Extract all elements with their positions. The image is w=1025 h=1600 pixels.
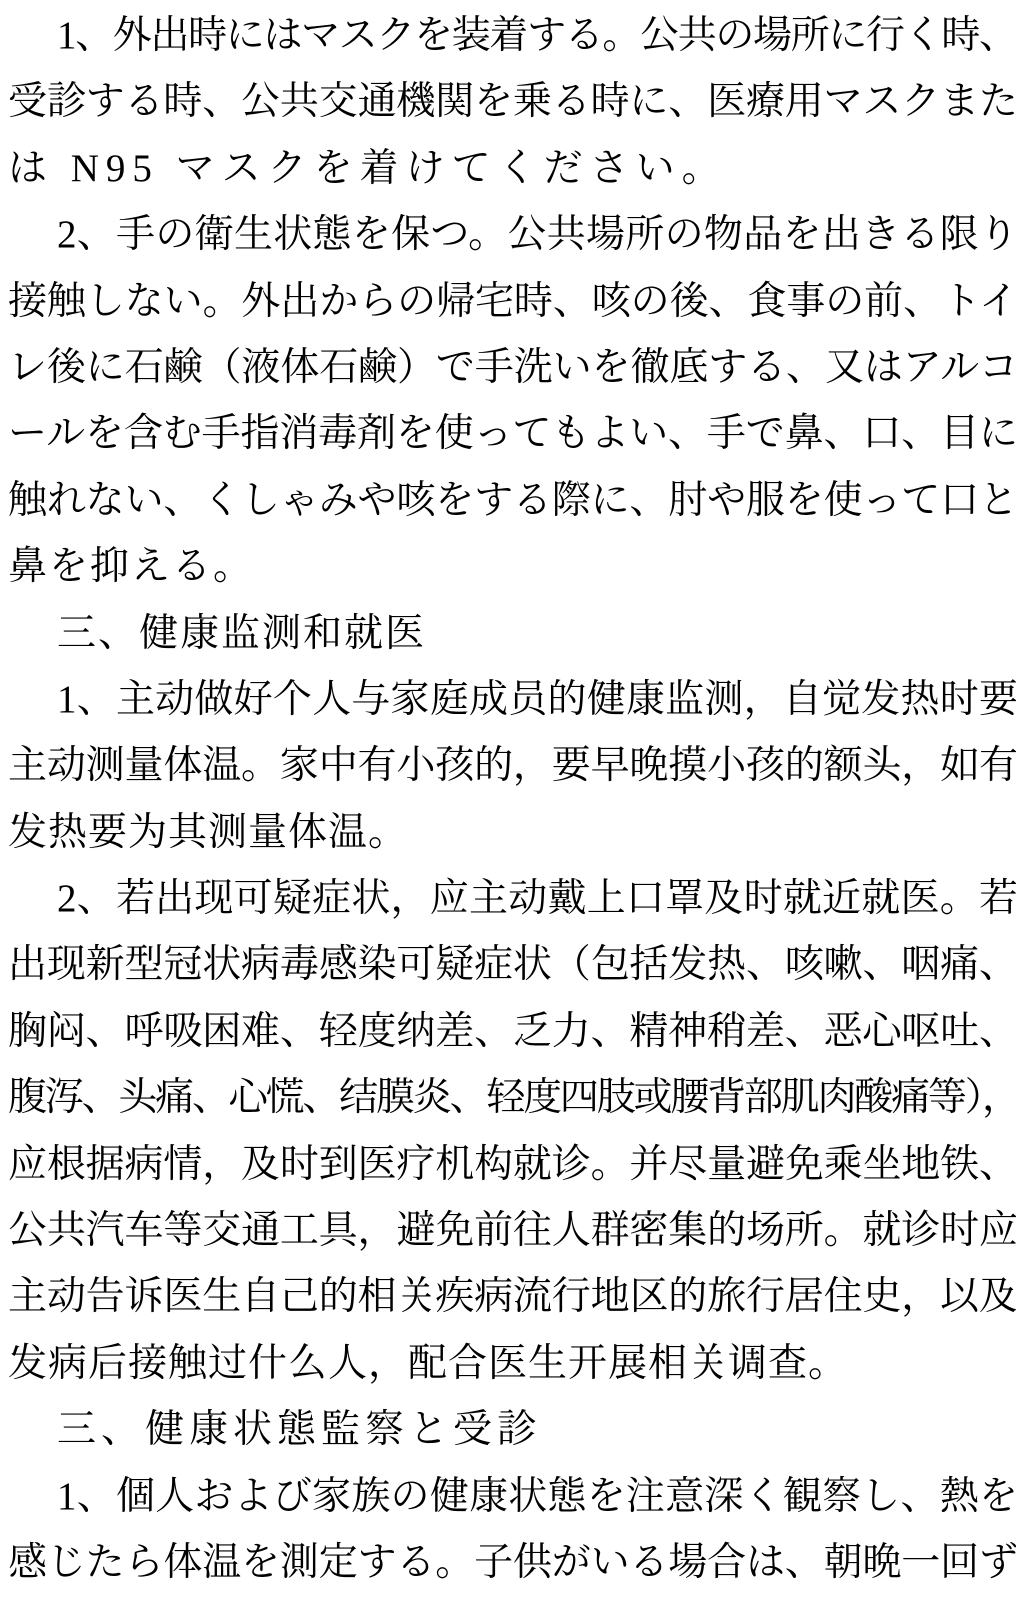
text-line: 腹泻、头痛、心慌、结膜炎、轻度四肢或腰背部肌肉酸痛等）， (8, 1076, 1016, 1120)
text-line: 感じたら体温を測定する。子供がいる場合は、朝晩一回ず (8, 1540, 1016, 1584)
text-line: 胸闷、呼吸困难、轻度纳差、乏力、精神稍差、恶心呕吐、 (8, 1009, 1016, 1053)
text-line: 1、外出時にはマスクを装着する。公共の場所に行く時、 (57, 14, 1016, 57)
text-line: 鼻を抑える。 (8, 545, 255, 589)
text-line: 主动告诉医生自己的相关疾病流行地区的旅行居住史，以及 (8, 1275, 1016, 1319)
text-line: ールを含む手指消毒剤を使ってもよい、手で鼻、口、目に (8, 412, 1016, 456)
text-line: 1、主动做好个人与家庭成员的健康监测，自觉发热时要 (57, 677, 1016, 721)
text-line: 触れない、くしゃみや咳をする際に、肘や服を使って口と (8, 478, 1016, 522)
text-line: 三、健康监测和就医 (57, 611, 427, 655)
text-line: 公共汽车等交通工具，避免前往人群密集的场所。就诊时应 (8, 1209, 1016, 1253)
text-line: 应根据病情，及时到医疗机构就诊。并尽量避免乘坐地铁、 (8, 1142, 1016, 1186)
text-line: 发热要为其测量体温。 (8, 810, 409, 854)
text-line: 主动测量体温。家中有小孩的，要早晚摸小孩的额头，如有 (8, 744, 1016, 788)
text-line: 接触しない。外出からの帰宅時、咳の後、食事の前、トイ (8, 279, 1016, 323)
text-line: 出现新型冠状病毒感染可疑症状（包括发热、咳嗽、咽痛、 (8, 943, 1016, 987)
text-line: は N95 マスクを着けてください。 (8, 146, 728, 190)
text-line: 三、健康状態監察と受診 (57, 1408, 542, 1452)
text-line: 受診する時、公共交通機関を乗る時に、医療用マスクまた (8, 80, 1016, 124)
text-line: レ後に石鹸（液体石鹸）で手洗いを徹底する、又はアルコ (8, 345, 1016, 389)
text-line: 发病后接触过什么人，配合医生开展相关调查。 (8, 1341, 849, 1385)
text-line: 2、若出现可疑症状，应主动戴上口罩及时就近就医。若 (57, 877, 1016, 921)
text-line: 2、手の衛生状態を保つ。公共場所の物品を出きる限り (57, 213, 1016, 257)
text-line: 1、個人および家族の健康状態を注意深く観察し、熱を (57, 1474, 1016, 1518)
